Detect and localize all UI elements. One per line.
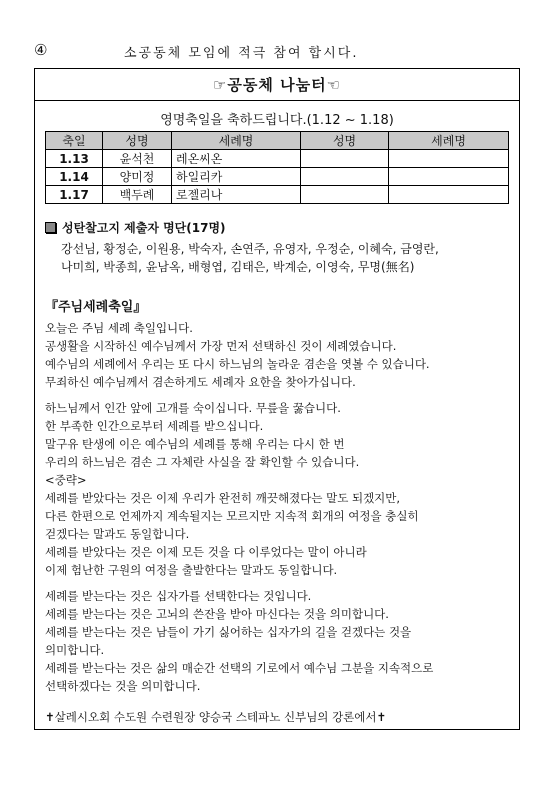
sermon-line: 세례를 받았다는 것은 이제 우리가 완전히 깨끗해졌다는 말도 되겠지만,: [45, 491, 401, 505]
square-bullet-icon: [45, 222, 56, 233]
sermon-section: [45, 299, 515, 695]
column-header: 세례명: [389, 132, 509, 150]
content-frame: [34, 68, 520, 730]
column-header: 성명: [103, 132, 172, 150]
member-name-2: [301, 168, 389, 186]
column-header: 세례명: [172, 132, 301, 150]
sermon-line: <중략>: [45, 473, 87, 487]
baptismal-name: 레온씨온: [172, 150, 301, 168]
sermon-line: 오늘은 주님 세례 축일입니다.: [45, 321, 193, 335]
baptismal-name: 하일리카: [172, 168, 301, 186]
member-name: 양미정: [103, 168, 172, 186]
sermon-line: 걷겠다는 말과도 동일합니다.: [45, 527, 190, 541]
member-name: 윤석천: [103, 150, 172, 168]
sermon-line: 세례를 받는다는 것은 고뇌의 쓴잔을 받아 마신다는 것을 의미합니다.: [45, 607, 389, 621]
paragraph-gap: [45, 391, 515, 399]
sermon-credit: ✝살레시오회 수도원 수련원장 양승국 스테파노 신부님의 강론에서✝: [45, 710, 387, 724]
feast-date: 1.14: [46, 168, 103, 186]
page-number: ④: [34, 41, 48, 59]
sermon-line: 우리의 하느님은 겸손 그 자체란 사실을 잘 확인할 수 있습니다.: [45, 455, 360, 469]
sermon-line: 하느님께서 인간 앞에 고개를 숙이십니다. 무릎을 꿇습니다.: [45, 401, 341, 415]
baptismal-name: 로젤리나: [172, 186, 301, 204]
submitters-section: [45, 219, 511, 276]
sermon-line: 세례를 받는다는 것은 남들이 가기 싫어하는 십자가의 길을 걷겠다는 것을: [45, 625, 412, 639]
table-row: [46, 186, 509, 204]
sermon-line: 말구유 탄생에 이은 예수님의 세례를 통해 우리는 다시 한 번: [45, 437, 345, 451]
table-row: [46, 150, 509, 168]
member-name-2: [301, 186, 389, 204]
page-header: [34, 41, 520, 71]
feast-date: 1.17: [46, 186, 103, 204]
birthday-table: [45, 131, 509, 204]
sermon-line: 무죄하신 예수님께서 겸손하게도 세례자 요한을 찾아가십니다.: [45, 375, 356, 389]
table-row: [46, 168, 509, 186]
table-header-row: [46, 132, 509, 150]
sermon-line: 공생활을 시작하신 예수님께서 가장 먼저 선택하신 것이 세례였습니다.: [45, 339, 397, 353]
baptismal-name-2: [389, 150, 509, 168]
member-name: 백두례: [103, 186, 172, 204]
baptismal-name-2: [389, 186, 509, 204]
sermon-line: 세례를 받았다는 것은 이제 모든 것을 다 이루었다는 말이 아니라: [45, 545, 367, 559]
sermon-line: 한 부족한 인간으로부터 세례를 받으십니다.: [45, 419, 264, 433]
submitters-line: 강선님, 황정순, 이원용, 박숙자, 손연주, 유영자, 우정순, 이혜숙, 금영란,: [61, 242, 439, 256]
sermon-line: 세례를 받는다는 것은 십자가를 선택한다는 것입니다.: [45, 589, 312, 603]
sermon-title: 『주님세례축일』: [45, 300, 147, 315]
birthday-title: 영명축일을 축하드립니다.(1.12 ~ 1.18): [160, 113, 394, 128]
column-header: 성명: [301, 132, 389, 150]
sermon-line: 예수님의 세례에서 우리는 또 다시 하느님의 놀라운 겸손을 엿볼 수 있습니다.: [45, 357, 430, 371]
submitters-heading-row: [45, 219, 511, 236]
sermon-line: 선택하겠다는 것을 의미합니다.: [45, 679, 201, 693]
sermon-line: 의미합니다.: [45, 643, 105, 657]
paragraph-gap: [45, 579, 515, 587]
sermon-line: 이제 험난한 구원의 여정을 출발한다는 말과도 동일합니다.: [45, 563, 338, 577]
feast-date: 1.13: [46, 150, 103, 168]
sermon-line: 다른 한편으로 언제까지 계속될지는 모르지만 지속적 회개의 여정을 충실히: [45, 509, 419, 523]
submitters-line: 나미희, 박종희, 윤남옥, 배형엽, 김태은, 박계순, 이영숙, 무명(無名): [61, 260, 415, 274]
submitters-heading: 성탄찰고지 제출자 명단(17명): [62, 221, 226, 235]
baptismal-name-2: [389, 168, 509, 186]
submitters-list: [61, 240, 511, 276]
column-header: 축일: [46, 132, 103, 150]
member-name-2: [301, 150, 389, 168]
section-title: ☞공동체 나눔터☜: [35, 69, 519, 101]
sermon-line: 세례를 받는다는 것은 삶의 매순간 선택의 기로에서 예수님 그분을 지속적으로: [45, 661, 434, 675]
motto-text: 소공동체 모임에 적극 참여 합시다.: [124, 46, 359, 61]
